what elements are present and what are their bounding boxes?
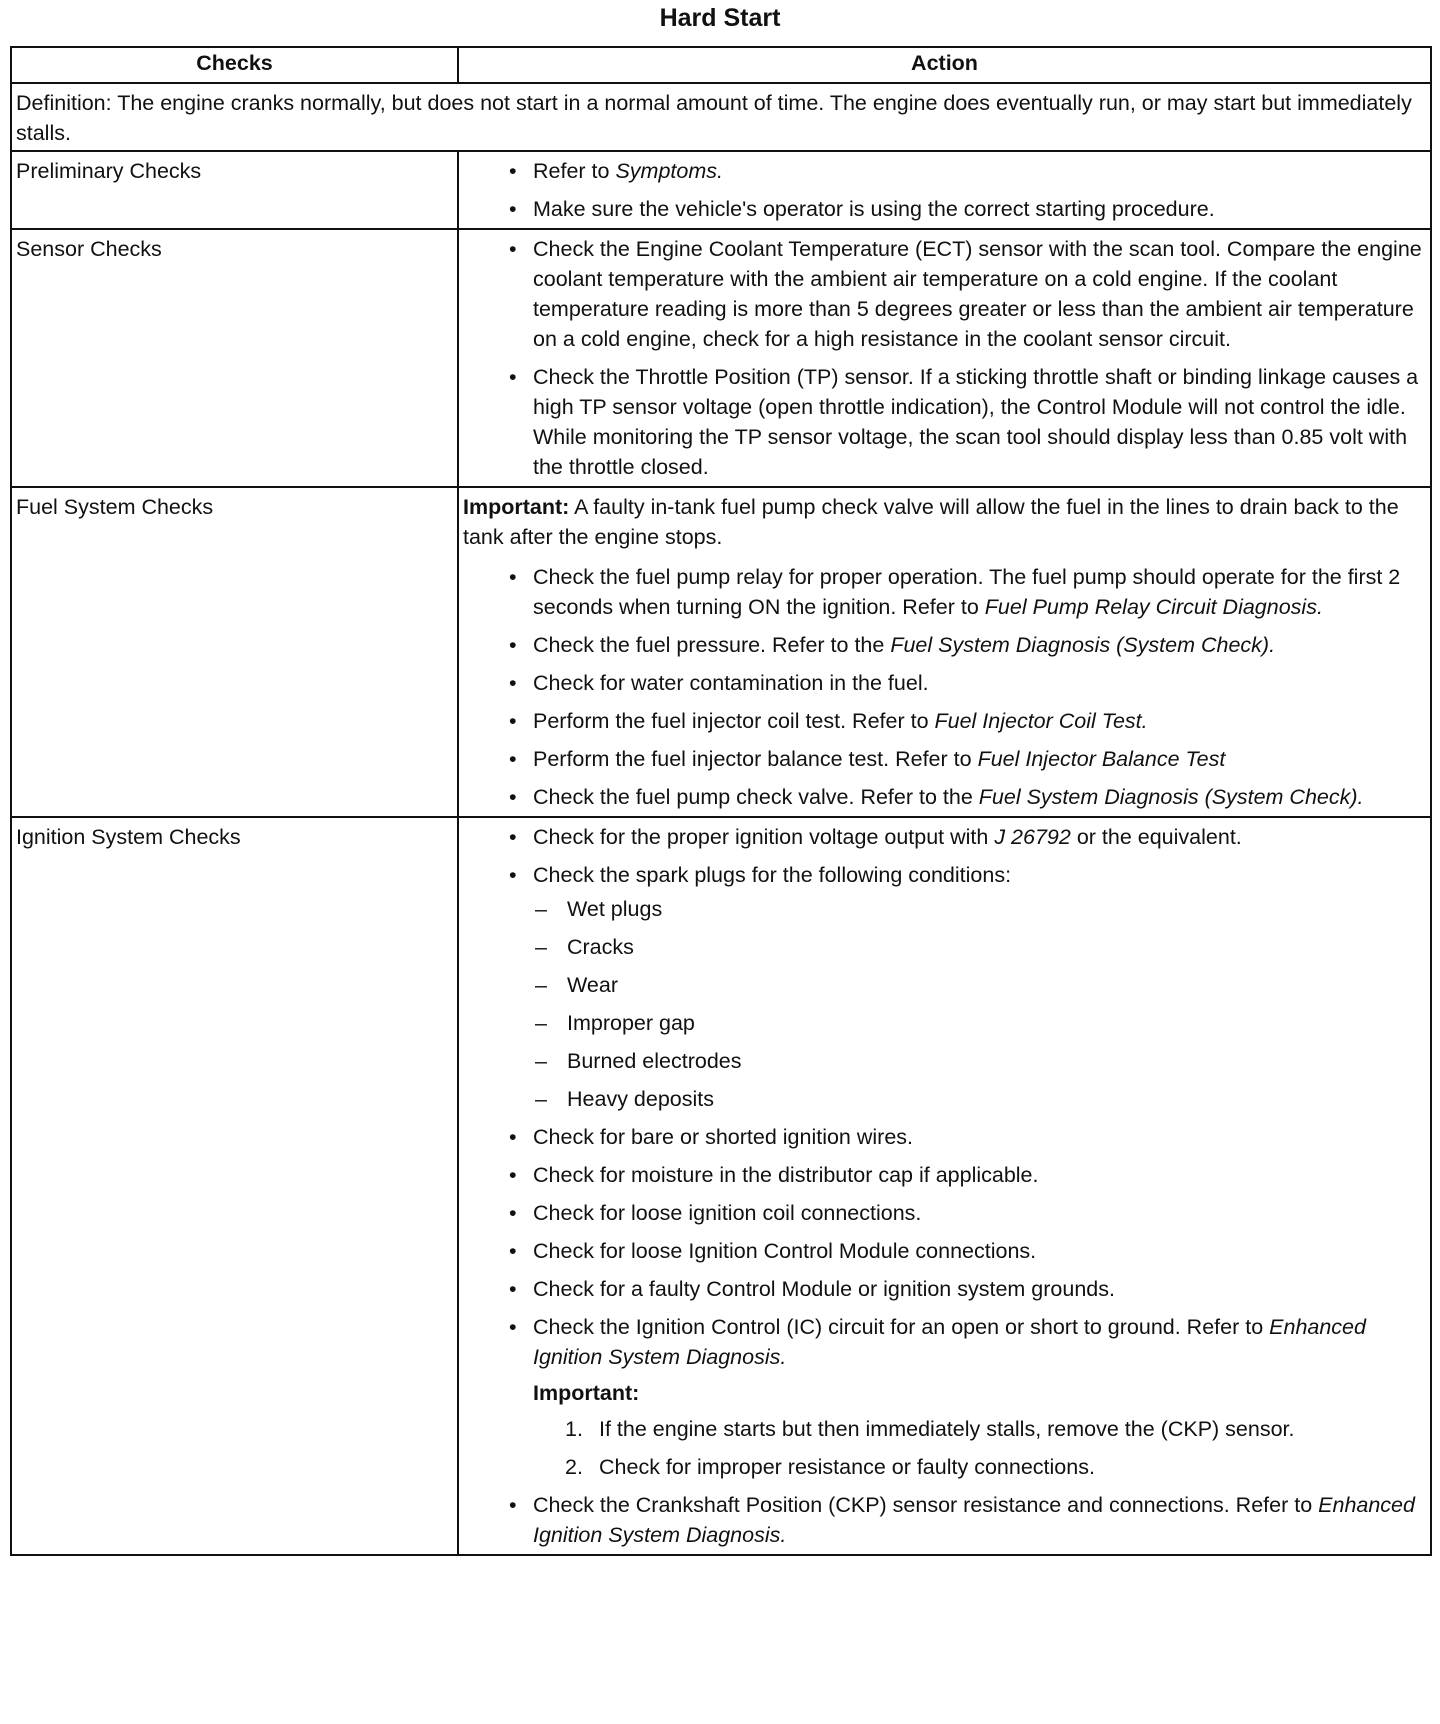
condition-item: – Heavy deposits [533,1084,1422,1114]
checks-label-preliminary: Preliminary Checks [11,151,458,229]
tool-reference: J 26792 [994,825,1071,849]
step-number: 1. [565,1417,583,1441]
list-item: • Check for a faulty Control Module or ignition system grounds. [507,1274,1422,1304]
list-item: • Check the Ignition Control (IC) circuit for an open or short to ground. Refer to Enhanced Ignition System Diagnosis. [507,1312,1422,1372]
action-list [463,1490,1422,1550]
list-item: • Check the Engine Coolant Temperature (ECT) sensor with the scan tool. Compare the engine coolant temperature with the ambient air temperature on a cold engine. If the coolant temperature reading is more than 5 degrees greater or less than the ambient air temperature on a cold engine, check for a high resistance in the coolant sensor circuit. [507,234,1422,354]
action-list [463,234,1422,482]
list-item: • Perform the fuel injector coil test. Refer to Fuel Injector Coil Test. [507,706,1422,736]
header-row [11,47,1431,83]
list-item: • Check for loose ignition coil connections. [507,1198,1422,1228]
list-item: • Check the fuel pump relay for proper operation. The fuel pump should operate for the first 2 seconds when turning ON the ignition. Refer to Fuel Pump Relay Circuit Diagnosis. [507,562,1422,622]
reference-link[interactable]: Symptoms. [615,159,723,183]
list-item: • Check the fuel pressure. Refer to the Fuel System Diagnosis (System Check). [507,630,1422,660]
condition-item: – Improper gap [533,1008,1422,1038]
table-row [11,151,1431,229]
reference-link[interactable]: Enhanced Ignition System Diagnosis. [533,1315,1366,1369]
important-label: Important: [463,495,570,519]
step-number: 2. [565,1455,583,1479]
action-list [463,562,1422,812]
step-item: 2. Check for improper resistance or faulty connections. [565,1452,1422,1482]
step-item: 1. If the engine starts but then immediately stalls, remove the (CKP) sensor. [565,1414,1422,1444]
list-item: • Check the fuel pump check valve. Refer to the Fuel System Diagnosis (System Check). [507,782,1422,812]
action-list [463,822,1422,1372]
action-cell [458,151,1431,229]
list-item: • Check the Throttle Position (TP) sensor. If a sticking throttle shaft or binding linkage causes a high TP sensor voltage (open throttle indication), the Control Module will not control the idle. While monitoring the TP sensor voltage, the scan tool should display less than 0.85 volt with the throttle closed. [507,362,1422,482]
reference-link[interactable]: Fuel Pump Relay Circuit Diagnosis. [984,595,1323,619]
table-row [11,817,1431,1555]
checks-label-fuel: Fuel System Checks [11,487,458,817]
column-header-action: Action [458,47,1431,83]
hard-start-table [10,46,1432,1556]
important-block [463,1378,1422,1482]
definition-row [11,83,1431,151]
action-list [463,156,1422,224]
reference-link[interactable]: Fuel System Diagnosis (System Check). [978,785,1364,809]
condition-item: – Wear [533,970,1422,1000]
condition-item: – Burned electrodes [533,1046,1422,1076]
condition-item: – Wet plugs [533,894,1422,924]
list-item: • Check for water contamination in the fuel. [507,668,1422,698]
action-cell [458,229,1431,487]
checks-label-sensor: Sensor Checks [11,229,458,487]
numbered-steps [533,1414,1422,1482]
checks-label-ignition: Ignition System Checks [11,817,458,1555]
definition-text: Definition: The engine cranks normally, but does not start in a normal amount of time. The engine does eventually run, or may start but immediately stalls. [11,83,1431,151]
list-item: • Check the spark plugs for the following conditions: – Wet plugs – Cracks – Wear – Improper gap – Burned electrodes – Heavy deposits [507,860,1422,1114]
list-item: • Check the Crankshaft Position (CKP) sensor resistance and connections. Refer to Enhanced Ignition System Diagnosis. [507,1490,1422,1550]
action-cell [458,817,1431,1555]
reference-link[interactable]: Fuel Injector Balance Test [977,747,1226,771]
page-title: Hard Start [659,4,781,32]
list-item: • Check for moisture in the distributor cap if applicable. [507,1160,1422,1190]
action-cell [458,487,1431,817]
list-item: • Make sure the vehicle's operator is using the correct starting procedure. [507,194,1422,224]
list-item: • Check for bare or shorted ignition wires. [507,1122,1422,1152]
list-item: • Check for loose Ignition Control Module connections. [507,1236,1422,1266]
list-item: • Refer to Symptoms. [507,156,1422,186]
important-note: Important: A faulty in-tank fuel pump check valve will allow the fuel in the lines to drain back to the tank after the engine stops. [463,495,1399,549]
condition-item: – Cracks [533,932,1422,962]
table-row [11,487,1431,817]
reference-link[interactable]: Fuel Injector Coil Test. [934,709,1148,733]
reference-link[interactable]: Enhanced Ignition System Diagnosis. [533,1493,1415,1547]
condition-list [533,894,1422,1114]
important-label: Important: [533,1381,640,1405]
column-header-checks: Checks [11,47,458,83]
list-item: • Check for the proper ignition voltage output with J 26792 or the equivalent. [507,822,1422,852]
table-row [11,229,1431,487]
list-item: • Perform the fuel injector balance test. Refer to Fuel Injector Balance Test [507,744,1422,774]
reference-link[interactable]: Fuel System Diagnosis (System Check). [890,633,1276,657]
